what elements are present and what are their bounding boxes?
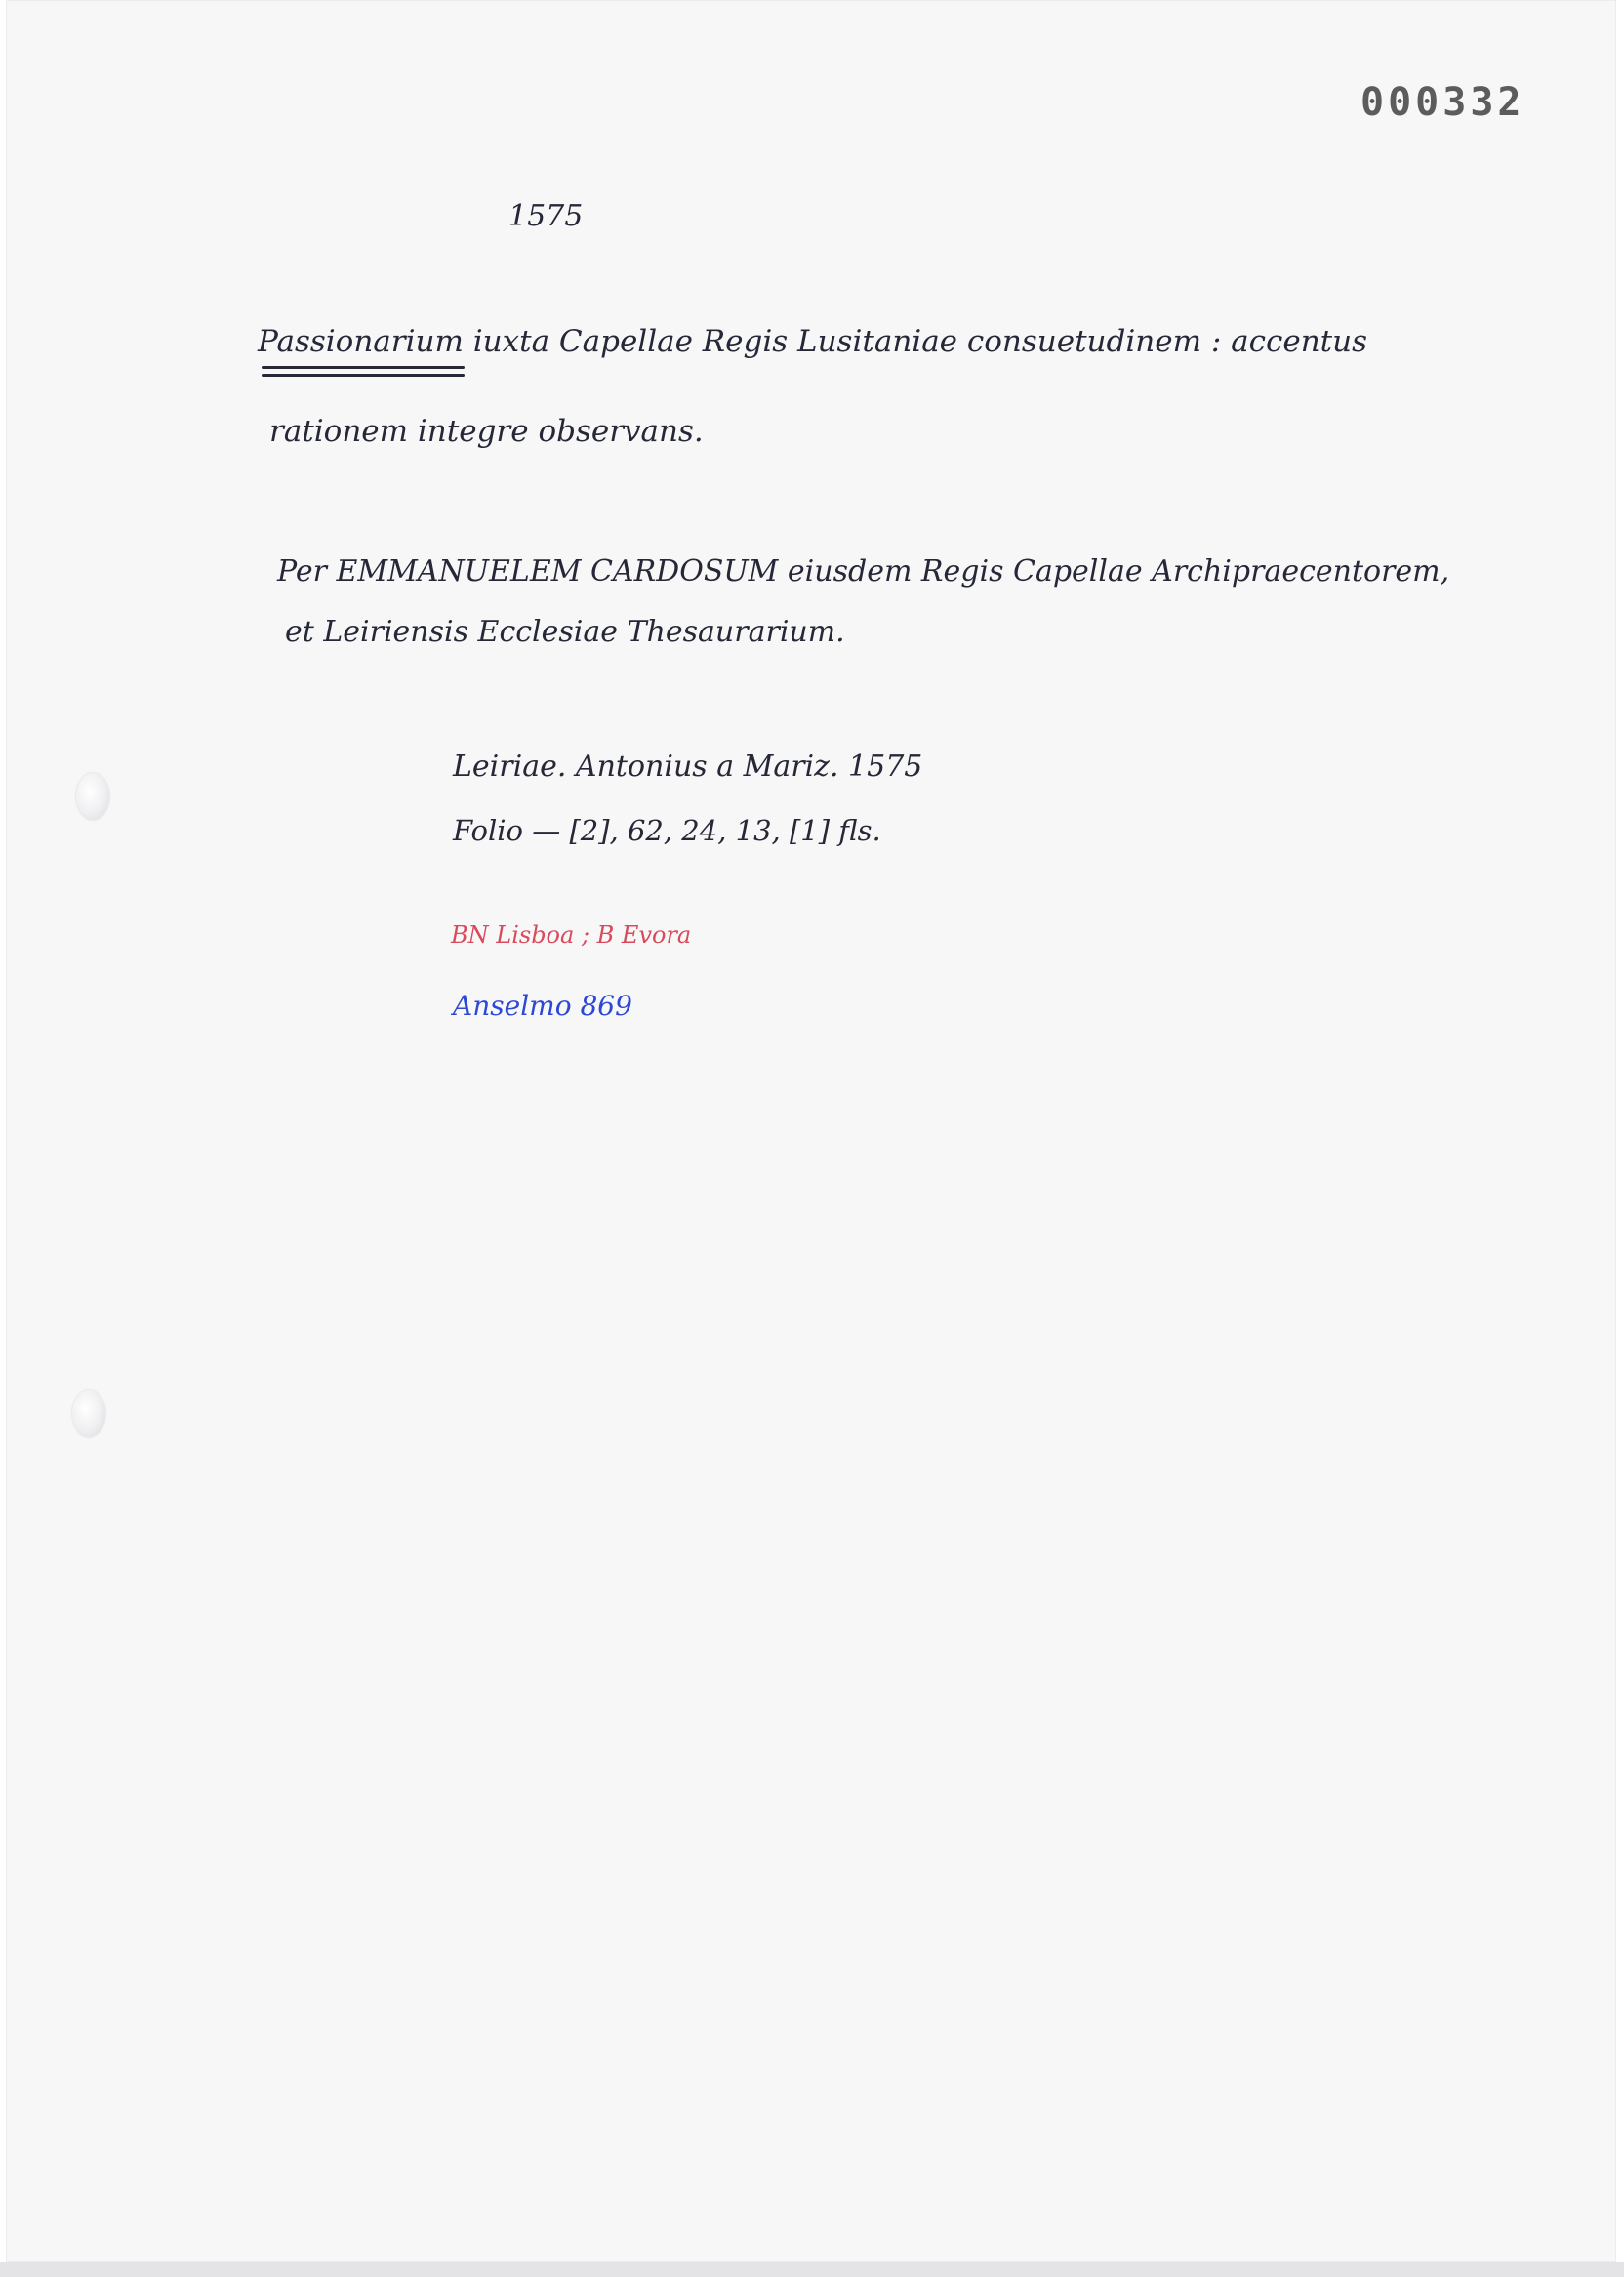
publication-year: 1575 (508, 199, 584, 233)
title-line-1 (258, 324, 1367, 359)
punch-hole (72, 1390, 105, 1437)
author-statement-line-2: et Leiriensis Ecclesiae Thesaurarium. (285, 615, 845, 649)
scan-bottom-edge (0, 2262, 1624, 2277)
title-line-2: rationem integre observans. (269, 414, 704, 449)
title-main-word: Passionarium (258, 324, 464, 359)
punch-hole (76, 773, 109, 820)
collation: Folio — [2], 62, 24, 13, [1] fls. (453, 814, 881, 847)
imprint: Leiriae. Antonius a Mariz. 1575 (453, 750, 923, 784)
author-statement-line-1: Per EMMANUELEM CARDOSUM eiusdem Regis Capellae Archipraecentorem, (277, 554, 1450, 589)
title-underline (262, 374, 465, 377)
title-continuation: iuxta Capellae Regis Lusitaniae consuetudinem : accentus (463, 324, 1367, 359)
page-stamp-number: 000332 (1360, 80, 1525, 125)
catalog-card-page (6, 0, 1616, 2262)
library-holdings: BN Lisboa ; B Evora (451, 921, 692, 949)
bibliographic-reference: Anselmo 869 (453, 990, 632, 1022)
title-underline (262, 366, 465, 369)
